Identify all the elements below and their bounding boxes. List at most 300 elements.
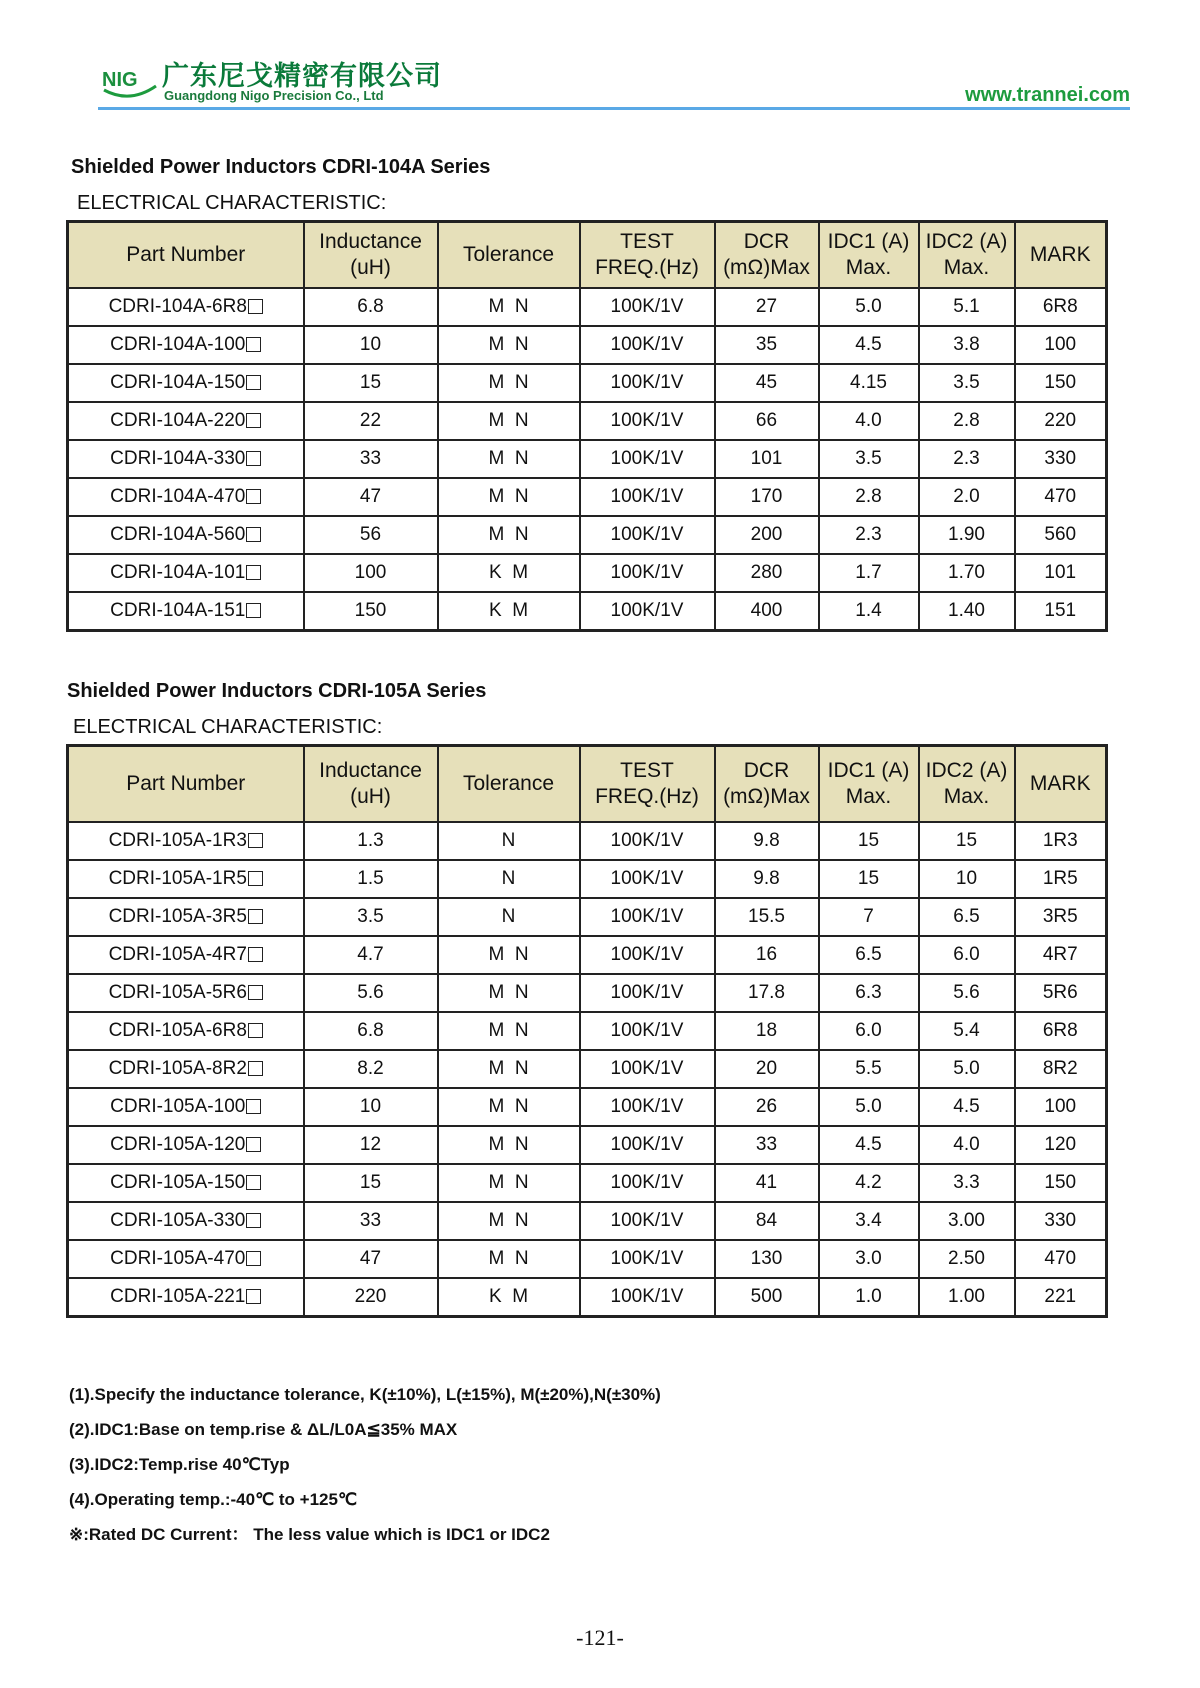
idc2-cell [919, 1012, 1015, 1050]
table-row [68, 1126, 1107, 1164]
table-row [68, 402, 1107, 440]
idc2-cell [919, 822, 1015, 860]
idc2-cell [919, 1240, 1015, 1278]
part-number-cell [68, 860, 304, 898]
cell-text: 66 [755, 409, 778, 431]
cell-text: 8R2 [1042, 1057, 1078, 1079]
mark-cell [1015, 822, 1107, 860]
cell-text: CDRI-105A-120 [110, 1133, 246, 1155]
col-tolerance: Tolerance [438, 222, 580, 288]
idc2-cell [919, 402, 1015, 440]
test-freq-cell [580, 402, 715, 440]
table-row [68, 936, 1107, 974]
inductance-cell [304, 440, 438, 478]
cell-text: M N [488, 409, 529, 431]
website-link[interactable]: www.trannei.com [965, 84, 1130, 106]
test-freq-cell [580, 554, 715, 592]
tolerance-cell [438, 1164, 580, 1202]
cell-text: M N [488, 1095, 529, 1117]
part-number-cell [68, 440, 304, 478]
cell-text: N [501, 829, 516, 851]
mark-cell [1015, 554, 1107, 592]
inductance-cell [304, 288, 438, 326]
dcr-cell [715, 1126, 819, 1164]
inductance-cell [304, 1126, 438, 1164]
col-test-freq: TEST FREQ.(Hz) [580, 222, 715, 288]
cell-text: M N [488, 523, 529, 545]
cell-text: 170 [750, 485, 783, 507]
mark-cell [1015, 898, 1107, 936]
idc1-cell [819, 1278, 919, 1317]
cell-text: 22 [359, 409, 382, 431]
cell-text: CDRI-105A-5R6 [108, 981, 247, 1003]
cell-text: 150 [1044, 371, 1077, 393]
cell-text: 3.5 [357, 905, 384, 927]
cell-text: 10 [359, 333, 382, 355]
dcr-cell [715, 898, 819, 936]
cell-text: 27 [755, 295, 778, 317]
cell-text: 16 [755, 943, 778, 965]
cell-text: 45 [755, 371, 778, 393]
inductance-cell [304, 1088, 438, 1126]
part-number-cell [68, 1202, 304, 1240]
cell-text: 3R5 [1042, 905, 1078, 927]
idc1-cell [819, 1202, 919, 1240]
cell-text: 2.3 [953, 447, 980, 469]
idc2-cell [919, 1202, 1015, 1240]
cell-text: M N [488, 1171, 529, 1193]
cell-text: M N [488, 981, 529, 1003]
cell-text: 221 [1044, 1285, 1077, 1307]
cell-text: 100K/1V [610, 599, 684, 621]
tolerance-cell [438, 1240, 580, 1278]
test-freq-cell [580, 974, 715, 1012]
cell-text: 100K/1V [610, 1095, 684, 1117]
table-row [68, 1050, 1107, 1088]
cell-text: 100K/1V [610, 1247, 684, 1269]
inductance-cell [304, 326, 438, 364]
mark-cell [1015, 1240, 1107, 1278]
cell-text: 15.5 [748, 905, 785, 927]
table-row [68, 326, 1107, 364]
cell-text: 150 [354, 599, 387, 621]
cell-text: 6R8 [1042, 295, 1078, 317]
cell-text: 4.15 [850, 371, 887, 393]
test-freq-cell [580, 326, 715, 364]
cell-text: 100K/1V [610, 1285, 684, 1307]
cell-text: CDRI-104A-330 [110, 447, 246, 469]
col-part-number: Part Number [68, 746, 304, 822]
inductance-cell [304, 860, 438, 898]
mark-cell [1015, 1126, 1107, 1164]
cell-text: CDRI-105A-330 [110, 1209, 246, 1231]
tolerance-cell [438, 326, 580, 364]
idc1-cell [819, 402, 919, 440]
inductance-cell [304, 1202, 438, 1240]
inductance-cell [304, 1012, 438, 1050]
table1-subtitle: ELECTRICAL CHARACTERISTIC: [77, 192, 387, 214]
mark-cell [1015, 402, 1107, 440]
mark-cell [1015, 440, 1107, 478]
inductance-cell [304, 554, 438, 592]
cell-text: 220 [1044, 409, 1077, 431]
mark-cell [1015, 860, 1107, 898]
idc1-cell [819, 440, 919, 478]
idc1-cell [819, 516, 919, 554]
inductance-cell [304, 1240, 438, 1278]
suffix-checkbox-icon [246, 603, 261, 618]
cell-text: N [501, 867, 516, 889]
inductance-cell [304, 1050, 438, 1088]
cell-text: 100K/1V [610, 867, 684, 889]
idc2-cell [919, 860, 1015, 898]
cell-text: M N [488, 447, 529, 469]
col-idc2: IDC2 (A) Max. [919, 746, 1015, 822]
cell-text: 470 [1044, 1247, 1077, 1269]
cell-text: CDRI-105A-470 [110, 1247, 246, 1269]
part-number-cell [68, 1164, 304, 1202]
idc1-cell [819, 592, 919, 631]
idc1-cell [819, 936, 919, 974]
inductance-cell [304, 822, 438, 860]
part-number-cell [68, 592, 304, 631]
cell-text: 3.8 [953, 333, 980, 355]
suffix-checkbox-icon [246, 337, 261, 352]
note-rated-current: ※:Rated DC Current： The less value which is IDC1 or IDC2 [69, 1525, 550, 1544]
cell-text: 100K/1V [610, 333, 684, 355]
table-row [68, 1240, 1107, 1278]
tolerance-cell [438, 860, 580, 898]
mark-cell [1015, 516, 1107, 554]
idc1-cell [819, 1012, 919, 1050]
cell-text: CDRI-104A-101 [110, 561, 246, 583]
tolerance-cell [438, 898, 580, 936]
idc2-cell [919, 1126, 1015, 1164]
suffix-checkbox-icon [248, 833, 263, 848]
cell-text: M N [488, 943, 529, 965]
idc2-cell [919, 288, 1015, 326]
cell-text: 130 [750, 1247, 783, 1269]
inductance-cell [304, 974, 438, 1012]
cell-text: 10 [359, 1095, 382, 1117]
cell-text: 47 [359, 1247, 382, 1269]
cell-text: 330 [1044, 447, 1077, 469]
cell-text: 100K/1V [610, 371, 684, 393]
cell-text: 5.0 [855, 295, 882, 317]
cell-text: 35 [755, 333, 778, 355]
note-4: (4).Operating temp.:-40℃ to +125℃ [69, 1490, 358, 1509]
cell-text: 18 [755, 1019, 778, 1041]
table-row [68, 974, 1107, 1012]
cell-text: 150 [1044, 1171, 1077, 1193]
cell-text: CDRI-105A-3R5 [108, 905, 247, 927]
test-freq-cell [580, 1050, 715, 1088]
idc2-cell [919, 364, 1015, 402]
cell-text: 15 [857, 867, 880, 889]
cell-text: 100K/1V [610, 905, 684, 927]
dcr-cell [715, 1164, 819, 1202]
dcr-cell [715, 1088, 819, 1126]
cell-text: 280 [750, 561, 783, 583]
tolerance-cell [438, 288, 580, 326]
idc1-cell [819, 554, 919, 592]
cell-text: CDRI-105A-6R8 [108, 1019, 247, 1041]
mark-cell [1015, 1050, 1107, 1088]
cell-text: 470 [1044, 485, 1077, 507]
cell-text: 6.8 [357, 1019, 384, 1041]
cell-text: 12 [359, 1133, 382, 1155]
cell-text: 100K/1V [610, 943, 684, 965]
cell-text: 4.5 [953, 1095, 980, 1117]
test-freq-cell [580, 440, 715, 478]
cell-text: 2.3 [855, 523, 882, 545]
table-row [68, 554, 1107, 592]
table-row [68, 1088, 1107, 1126]
cell-text: M N [488, 1019, 529, 1041]
table-row [68, 1164, 1107, 1202]
idc1-cell [819, 1050, 919, 1088]
cell-text: M N [488, 295, 529, 317]
cell-text: 8.2 [357, 1057, 384, 1079]
cell-text: M N [488, 1209, 529, 1231]
suffix-checkbox-icon [246, 1137, 261, 1152]
cell-text: 100K/1V [610, 295, 684, 317]
dcr-cell [715, 440, 819, 478]
table-row [68, 288, 1107, 326]
cell-text: CDRI-104A-220 [110, 409, 246, 431]
idc2-cell [919, 936, 1015, 974]
cell-text: 1.4 [855, 599, 882, 621]
cell-text: 3.5 [953, 371, 980, 393]
col-dcr: DCR (mΩ)Max [715, 746, 819, 822]
table2-subtitle: ELECTRICAL CHARACTERISTIC: [73, 716, 383, 738]
mark-cell [1015, 326, 1107, 364]
dcr-cell [715, 1050, 819, 1088]
tolerance-cell [438, 440, 580, 478]
cell-text: CDRI-104A-151 [110, 599, 246, 621]
suffix-checkbox-icon [248, 1061, 263, 1076]
cell-text: 5.6 [953, 981, 980, 1003]
nig-logo-icon [100, 60, 160, 100]
cell-text: 4R7 [1042, 943, 1078, 965]
cell-text: CDRI-105A-1R5 [108, 867, 247, 889]
idc1-cell [819, 288, 919, 326]
tolerance-cell [438, 516, 580, 554]
dcr-cell [715, 936, 819, 974]
cell-text: M N [488, 1133, 529, 1155]
cell-text: 7 [863, 905, 874, 927]
idc2-cell [919, 440, 1015, 478]
mark-cell [1015, 1278, 1107, 1317]
suffix-checkbox-icon [246, 451, 261, 466]
cell-text: 2.8 [953, 409, 980, 431]
dcr-cell [715, 326, 819, 364]
inductance-cell [304, 478, 438, 516]
part-number-cell [68, 1088, 304, 1126]
cdri-104a-table [66, 220, 1108, 632]
cell-text: M N [488, 1247, 529, 1269]
part-number-cell [68, 1240, 304, 1278]
cell-text: CDRI-104A-100 [110, 333, 246, 355]
idc2-cell [919, 898, 1015, 936]
cell-text: 200 [750, 523, 783, 545]
cell-text: K M [488, 561, 529, 583]
col-tolerance: Tolerance [438, 746, 580, 822]
footnotes [69, 1377, 661, 1552]
part-number-cell [68, 936, 304, 974]
idc1-cell [819, 1240, 919, 1278]
table-row [68, 1202, 1107, 1240]
mark-cell [1015, 936, 1107, 974]
part-number-cell [68, 364, 304, 402]
cell-text: 500 [750, 1285, 783, 1307]
suffix-checkbox-icon [246, 413, 261, 428]
cell-text: 330 [1044, 1209, 1077, 1231]
cell-text: 84 [755, 1209, 778, 1231]
cell-text: 9.8 [753, 867, 780, 889]
idc1-cell [819, 1164, 919, 1202]
suffix-checkbox-icon [246, 1099, 261, 1114]
dcr-cell [715, 288, 819, 326]
cell-text: 4.0 [953, 1133, 980, 1155]
inductance-cell [304, 898, 438, 936]
table-row [68, 1012, 1107, 1050]
tolerance-cell [438, 974, 580, 1012]
cell-text: 151 [1044, 599, 1077, 621]
suffix-checkbox-icon [246, 489, 261, 504]
test-freq-cell [580, 1126, 715, 1164]
cell-text: 1.5 [357, 867, 384, 889]
table-row [68, 860, 1107, 898]
test-freq-cell [580, 288, 715, 326]
cell-text: N [501, 905, 516, 927]
cell-text: 100K/1V [610, 1057, 684, 1079]
cell-text: CDRI-105A-150 [110, 1171, 246, 1193]
suffix-checkbox-icon [246, 1289, 261, 1304]
table-row [68, 1278, 1107, 1317]
inductance-cell [304, 1278, 438, 1317]
tolerance-cell [438, 402, 580, 440]
col-mark: MARK [1015, 746, 1107, 822]
cell-text: 56 [359, 523, 382, 545]
table1-body [68, 288, 1107, 631]
suffix-checkbox-icon [248, 871, 263, 886]
inductance-cell [304, 936, 438, 974]
dcr-cell [715, 554, 819, 592]
cell-text: 120 [1044, 1133, 1077, 1155]
tolerance-cell [438, 1012, 580, 1050]
cell-text: 33 [359, 447, 382, 469]
idc2-cell [919, 478, 1015, 516]
table-row [68, 822, 1107, 860]
cell-text: 33 [359, 1209, 382, 1231]
test-freq-cell [580, 1278, 715, 1317]
cell-text: 41 [755, 1171, 778, 1193]
cell-text: CDRI-104A-6R8 [108, 295, 247, 317]
idc1-cell [819, 860, 919, 898]
part-number-cell [68, 402, 304, 440]
cell-text: 20 [755, 1057, 778, 1079]
cell-text: 6.5 [855, 943, 882, 965]
page-number: -121- [576, 1625, 624, 1650]
cell-text: 100K/1V [610, 409, 684, 431]
idc1-cell [819, 1126, 919, 1164]
col-inductance: Inductance (uH) [304, 222, 438, 288]
idc1-cell [819, 974, 919, 1012]
dcr-cell [715, 822, 819, 860]
cell-text: 5.5 [855, 1057, 882, 1079]
mark-cell [1015, 288, 1107, 326]
idc2-cell [919, 1164, 1015, 1202]
tolerance-cell [438, 1278, 580, 1317]
cell-text: 2.50 [948, 1247, 985, 1269]
table-row [68, 516, 1107, 554]
cell-text: 101 [1044, 561, 1077, 583]
cell-text: 100K/1V [610, 447, 684, 469]
idc1-cell [819, 1088, 919, 1126]
cell-text: 9.8 [753, 829, 780, 851]
idc2-cell [919, 974, 1015, 1012]
cell-text: 220 [354, 1285, 387, 1307]
cell-text: CDRI-105A-221 [110, 1285, 246, 1307]
cell-text: M N [488, 485, 529, 507]
table1-title: Shielded Power Inductors CDRI-104A Series [71, 156, 491, 178]
cell-text: 100K/1V [610, 485, 684, 507]
cell-text: 100K/1V [610, 1133, 684, 1155]
part-number-cell [68, 288, 304, 326]
cell-text: 6.0 [855, 1019, 882, 1041]
cell-text: 6.3 [855, 981, 882, 1003]
part-number-cell [68, 822, 304, 860]
cell-text: CDRI-104A-560 [110, 523, 246, 545]
tolerance-cell [438, 822, 580, 860]
cell-text: 4.5 [855, 333, 882, 355]
suffix-checkbox-icon [246, 1213, 261, 1228]
cell-text: 400 [750, 599, 783, 621]
cell-text: M N [488, 1057, 529, 1079]
cell-text: 100 [1044, 333, 1077, 355]
cell-text: 15 [359, 1171, 382, 1193]
cell-text: 4.2 [855, 1171, 882, 1193]
test-freq-cell [580, 592, 715, 631]
tolerance-cell [438, 1202, 580, 1240]
company-name-cn: 广东尼戈精密有限公司 [162, 61, 442, 92]
note-1: (1).Specify the inductance tolerance, K(±10%), L(±15%), M(±20%),N(±30%) [69, 1385, 661, 1404]
test-freq-cell [580, 822, 715, 860]
test-freq-cell [580, 936, 715, 974]
dcr-cell [715, 974, 819, 1012]
suffix-checkbox-icon [248, 985, 263, 1000]
inductance-cell [304, 516, 438, 554]
tolerance-cell [438, 478, 580, 516]
cell-text: 15 [955, 829, 978, 851]
test-freq-cell [580, 860, 715, 898]
suffix-checkbox-icon [246, 375, 261, 390]
cell-text: 6.5 [953, 905, 980, 927]
idc2-cell [919, 516, 1015, 554]
test-freq-cell [580, 516, 715, 554]
dcr-cell [715, 1202, 819, 1240]
company-name-en: Guangdong Nigo Precision Co., Ltd [164, 88, 384, 103]
inductance-cell [304, 592, 438, 631]
mark-cell [1015, 1164, 1107, 1202]
cell-text: K M [488, 599, 529, 621]
cell-text: 1.90 [948, 523, 985, 545]
cell-text: CDRI-105A-4R7 [108, 943, 247, 965]
cell-text: CDRI-105A-8R2 [108, 1057, 247, 1079]
cell-text: 3.5 [855, 447, 882, 469]
idc2-cell [919, 1278, 1015, 1317]
